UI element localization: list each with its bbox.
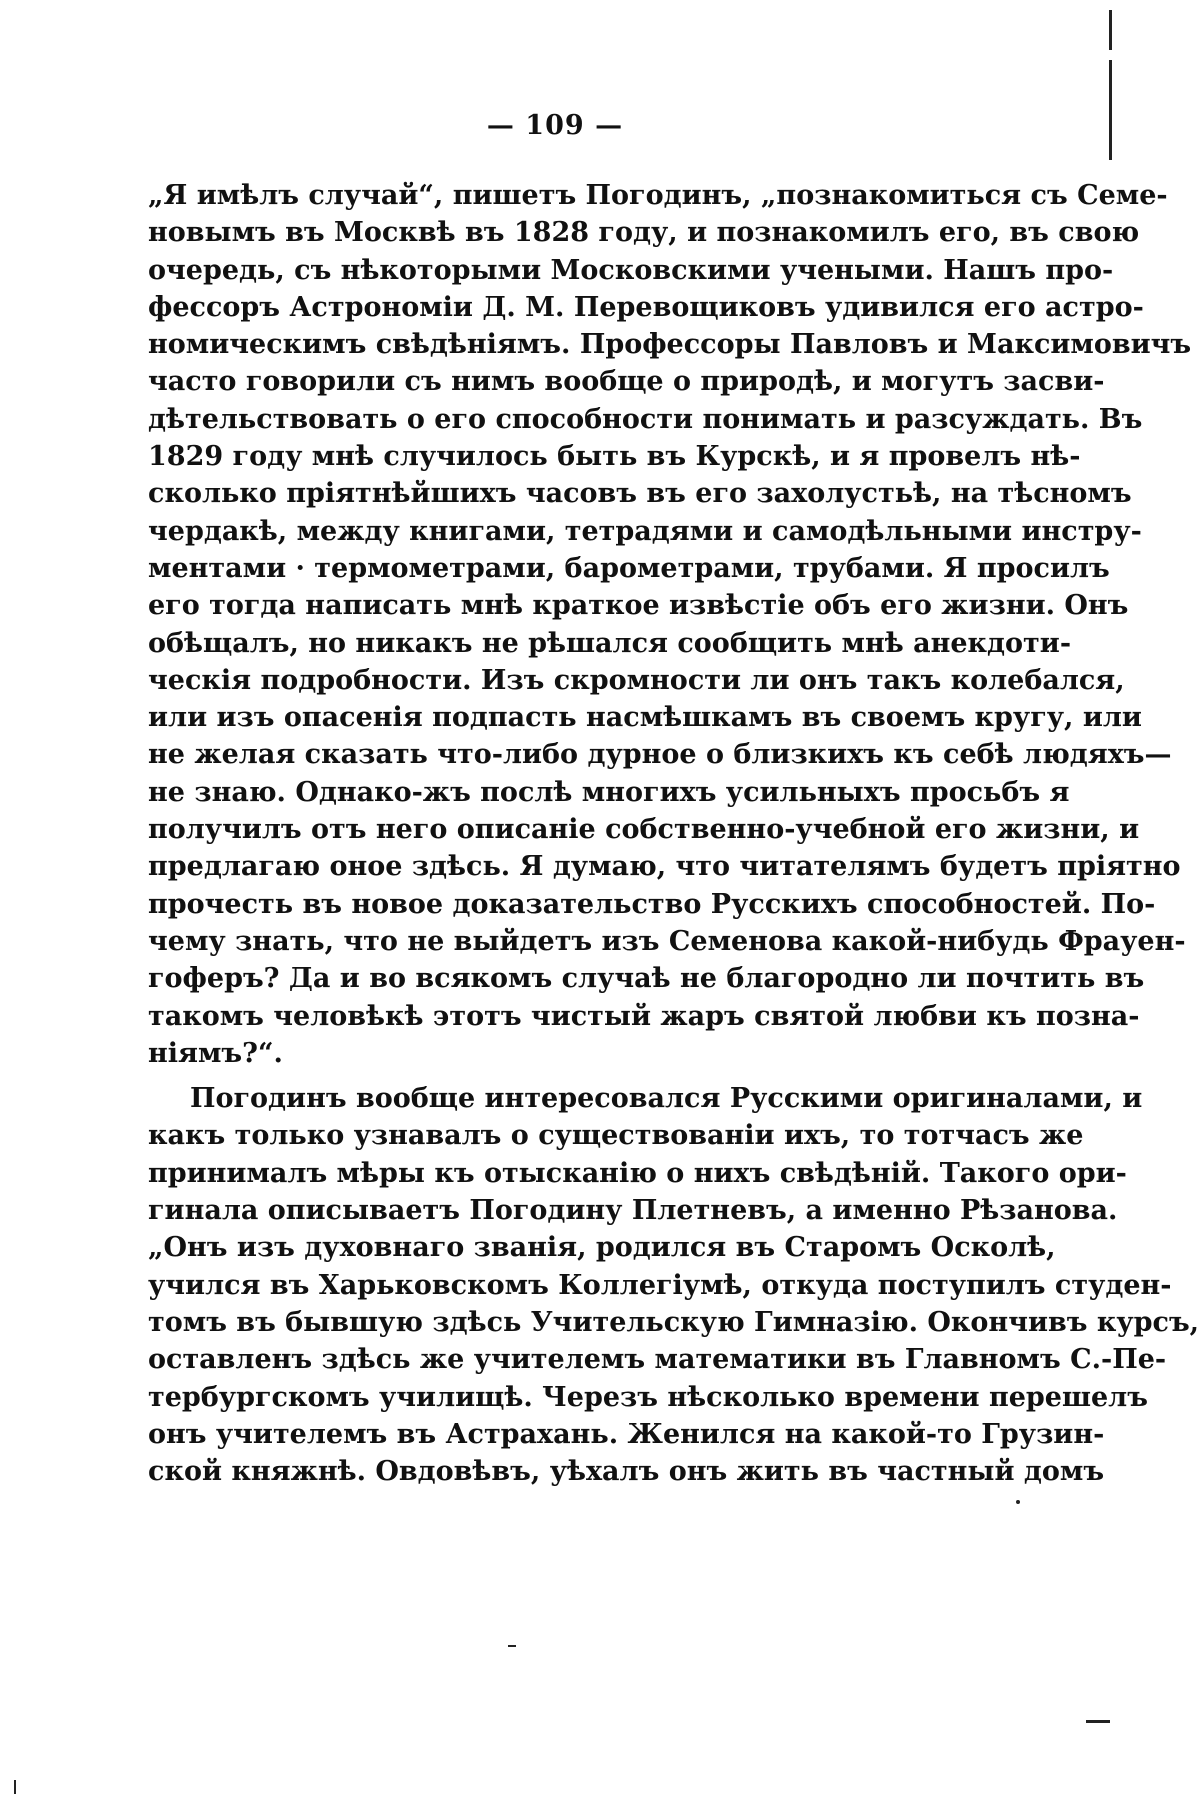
text-line: Погодинъ вообще интересовался Русскими оригиналами, и <box>190 1083 1143 1115</box>
text-line: томъ въ бывшую здѣсь Учительскую Гимназію. Окончивъ курсъ, <box>148 1306 1199 1338</box>
paragraph-gap <box>148 1072 962 1080</box>
text-line: не знаю. Однако-жъ послѣ многихъ усильныхъ просьбъ я <box>148 776 1070 808</box>
scan-edge-mark <box>1086 1720 1110 1723</box>
text-line: гинала описываетъ Погодину Плетневъ, а именно Рѣзанова. <box>148 1195 1118 1227</box>
text-line: часто говорили съ нимъ вообще о природѣ, и могутъ засви- <box>148 366 1105 398</box>
text-line: онъ учителемъ въ Астрахань. Женился на какой-то Грузин- <box>148 1418 1105 1450</box>
text-line: какъ только узнавалъ о существованіи ихъ, то тотчасъ же <box>148 1120 1084 1152</box>
text-line: гоферъ? Да и во всякомъ случаѣ не благородно ли почтить въ <box>148 963 1145 995</box>
scan-speck <box>508 1645 516 1647</box>
text-line: тербургскомъ училищѣ. Черезъ нѣсколько времени перешелъ <box>148 1381 1148 1413</box>
text-line: обѣщалъ, но никакъ не рѣшался сообщить мнѣ анекдоти- <box>148 627 1072 659</box>
page-number: — 109 — <box>486 110 624 141</box>
scan-edge-mark <box>1109 10 1112 50</box>
text-line: такомъ человѣкѣ этотъ чистый жаръ святой любви къ позна- <box>148 1000 1140 1032</box>
text-line: ментами · термометрами, барометрами, трубами. Я просилъ <box>148 552 1110 584</box>
text-line: или изъ опасенія подпасть насмѣшкамъ въ своемъ кругу, или <box>148 702 1142 734</box>
text-line: 1829 году мнѣ случилось быть въ Курскѣ, и я провелъ нѣ- <box>148 441 1081 473</box>
text-line: оставленъ здѣсь же учителемъ математики въ Главномъ С.-Пе- <box>148 1344 1167 1376</box>
text-line: номическимъ свѣдѣніямъ. Профессоры Павловъ и Максимовичъ <box>148 329 1192 361</box>
text-line: ской княжнѣ. Овдовѣвъ, уѣхалъ онъ жить въ частный домъ <box>148 1456 1105 1488</box>
text-line: „Онъ изъ духовнаго званія, родился въ Старомъ Осколѣ, <box>148 1232 1056 1264</box>
text-line: чему знать, что не выйдетъ изъ Семенова какой-нибудь Фрауен- <box>148 925 1186 957</box>
text-line: не желая сказать что-либо дурное о близкихъ къ себѣ людяхъ— <box>148 739 1172 771</box>
scan-edge-mark <box>1109 60 1112 160</box>
text-line: „Я имѣлъ случай“, пишетъ Погодинъ, „познакомиться съ Семе- <box>148 180 1168 211</box>
text-line: ческія подробности. Изъ скромности ли онъ такъ колебался, <box>148 664 1125 696</box>
page-body <box>148 110 1199 1490</box>
text-line: предлагаю оное здѣсь. Я думаю, что читателямъ будетъ пріятно <box>148 851 1181 883</box>
text-line: ніямъ?“. <box>148 1037 283 1069</box>
paragraph-2 <box>148 1080 1199 1490</box>
text-line: чердакѣ, между книгами, тетрадями и самодѣльными инстру- <box>148 515 1142 547</box>
text-line: фессоръ Астрономіи Д. М. Перевощиковъ удивился его астро- <box>148 291 1144 323</box>
text-line: учился въ Харьковскомъ Коллегіумѣ, откуда поступилъ студен- <box>148 1269 1172 1301</box>
text-line: принималъ мѣры къ отысканію о нихъ свѣдѣній. Такого ори- <box>148 1157 1127 1189</box>
text-line: сколько пріятнѣйшихъ часовъ въ его захолустьѣ, на тѣсномъ <box>148 478 1132 510</box>
text-line: получилъ отъ него описаніе собственно-учебной его жизни, и <box>148 814 1140 846</box>
text-line: очередь, съ нѣкоторыми Московскими учеными. Нашъ про- <box>148 254 1114 286</box>
text-line: новымъ въ Москвѣ въ 1828 году, и познакомилъ его, въ свою <box>148 217 1140 249</box>
scan-speck <box>1016 1500 1020 1504</box>
paragraph-1 <box>148 177 1192 1072</box>
text-line: прочесть въ новое доказательство Русскихъ способностей. По- <box>148 888 1156 920</box>
text-line: его тогда написать мнѣ краткое извѣстіе объ его жизни. Онъ <box>148 590 1129 622</box>
text-line: дѣтельствовать о его способности понимать и разсуждать. Въ <box>148 403 1143 435</box>
scan-speck <box>14 1780 16 1794</box>
